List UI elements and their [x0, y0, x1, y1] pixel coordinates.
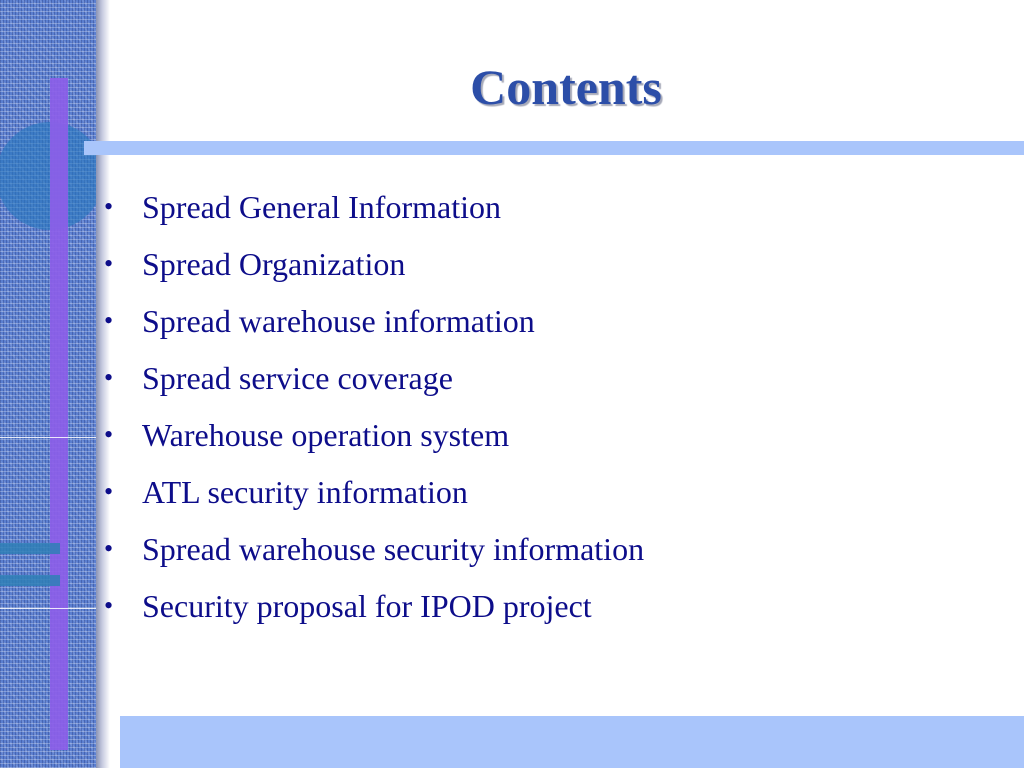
- bullet-icon: •: [104, 420, 114, 449]
- bullet-icon: •: [104, 363, 114, 392]
- list-item-label: ATL security information: [142, 474, 468, 510]
- slide-title: Contents: [470, 59, 662, 115]
- list-item: [104, 526, 644, 583]
- bullet-icon: •: [104, 306, 114, 335]
- list-item: [104, 412, 644, 469]
- list-item: [104, 241, 644, 298]
- list-item-label: Warehouse operation system: [142, 417, 510, 453]
- list-item-label: Spread service coverage: [142, 360, 453, 396]
- list-item-label: Security proposal for IPOD project: [142, 588, 592, 624]
- decorative-sidebar: [0, 0, 96, 768]
- footer-band: [120, 716, 1024, 768]
- title-divider-band: [84, 141, 1024, 155]
- sidebar-bar-decoration: [0, 543, 60, 554]
- sidebar-stripe-decoration: [50, 78, 68, 750]
- bullet-icon: •: [104, 249, 114, 278]
- list-item: [104, 469, 644, 526]
- list-item: [104, 583, 644, 640]
- bullet-icon: •: [104, 591, 114, 620]
- contents-list: [104, 184, 644, 640]
- list-item-label: Spread warehouse information: [142, 303, 535, 339]
- list-item-label: Spread General Information: [142, 189, 501, 225]
- sidebar-line-decoration: [0, 608, 96, 609]
- list-item-label: Spread Organization: [142, 246, 406, 282]
- list-item: [104, 298, 644, 355]
- list-item: [104, 355, 644, 412]
- bullet-icon: •: [104, 534, 114, 563]
- bullet-icon: •: [104, 477, 114, 506]
- list-item-label: Spread warehouse security information: [142, 531, 645, 567]
- list-item: [104, 184, 644, 241]
- sidebar-line-decoration: [0, 437, 96, 438]
- sidebar-bar-decoration: [0, 575, 60, 586]
- bullet-icon: •: [104, 192, 114, 221]
